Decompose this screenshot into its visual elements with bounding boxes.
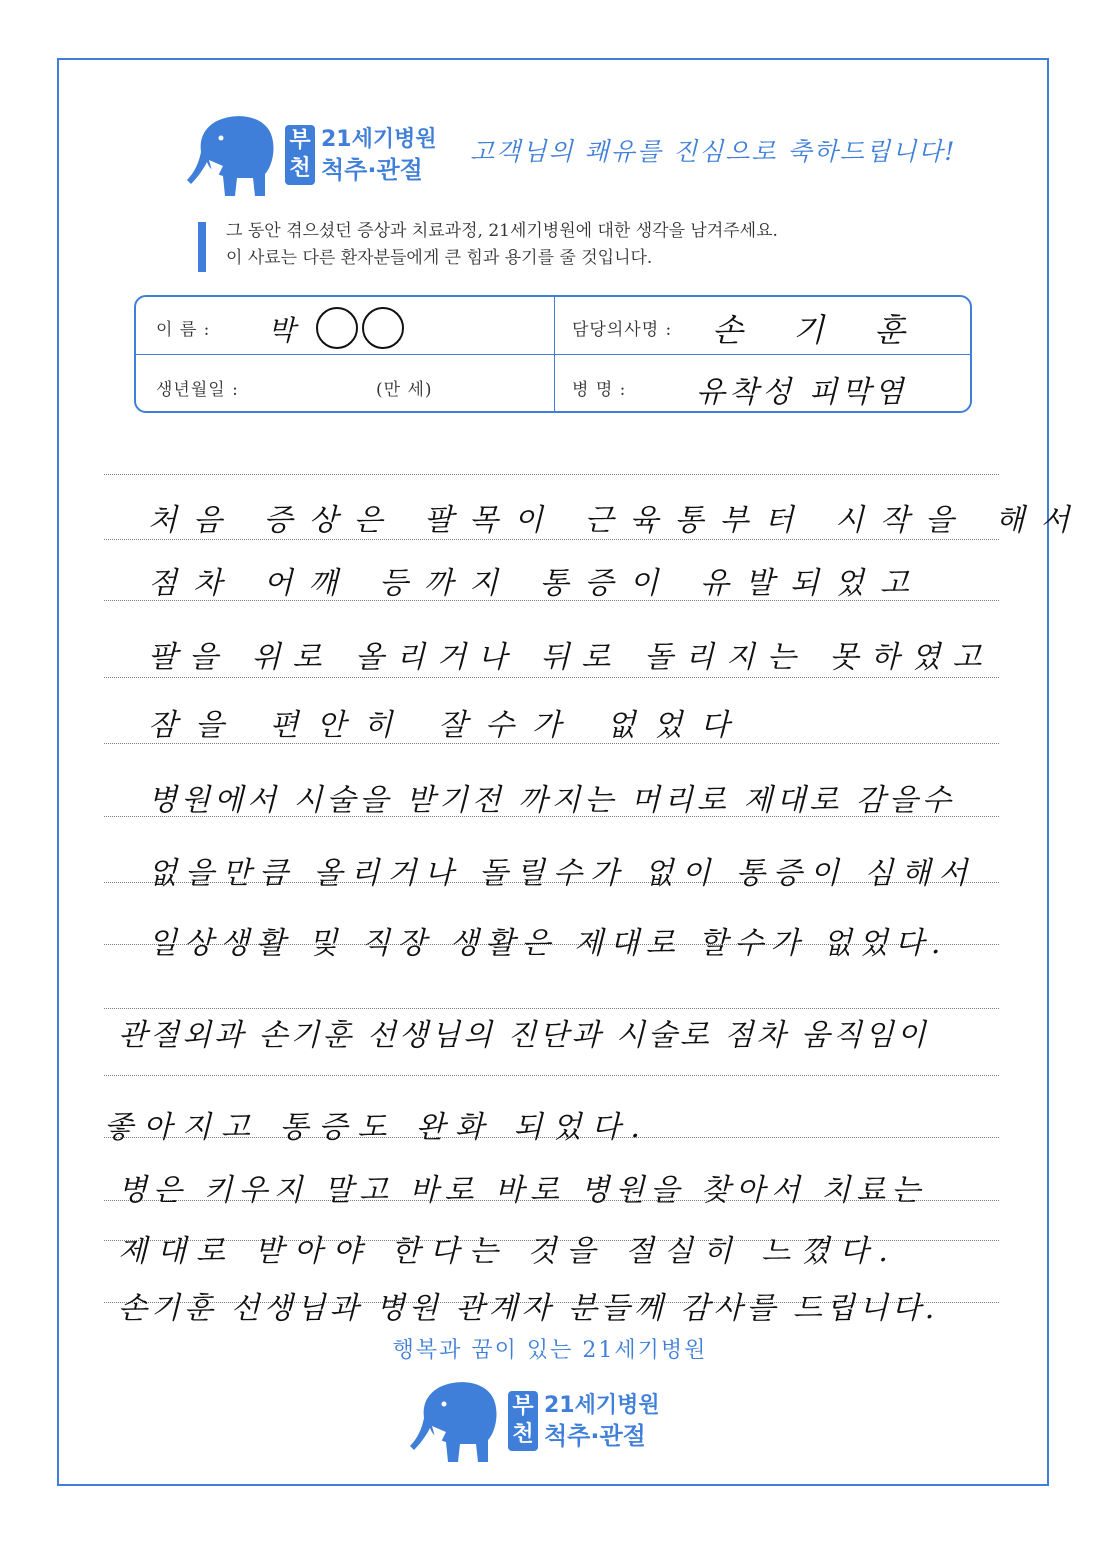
brand-name: 21세기병원 <box>321 127 437 152</box>
ruled-line <box>104 1008 999 1009</box>
intro-block <box>198 218 778 272</box>
ruled-line <box>104 474 999 475</box>
intro-accent-bar <box>198 222 206 272</box>
elephant-icon <box>185 112 277 198</box>
name-label: 이 름 : <box>156 320 211 340</box>
birth-label: 생년월일 : <box>156 380 239 400</box>
page-frame <box>57 58 1049 1486</box>
handwriting-line: 일상생활 및 직장 생활은 제대로 할수가 없었다. <box>148 926 948 961</box>
footer-hospital-logo <box>408 1378 660 1464</box>
elephant-icon <box>408 1378 500 1464</box>
ruled-line <box>104 539 999 540</box>
handwriting-line: 처음 증상은 팔목이 근육통부터 시작을 해서 <box>148 503 1086 538</box>
doctor-label: 담당의사명 : <box>572 320 673 340</box>
handwriting-line: 좋아지고 통증도 완화 되었다. <box>104 1110 650 1145</box>
header-slogan: 고객님의 쾌유를 진심으로 축하드립니다! <box>470 137 957 166</box>
disease-label: 병 명 : <box>572 380 627 400</box>
handwriting-line: 제대로 받아야 한다는 것을 절실히 느꼈다. <box>118 1234 898 1269</box>
patient-info-box <box>134 295 972 413</box>
redaction-circle <box>362 307 404 349</box>
intro-line-1: 그 동안 겪으셨던 증상과 치료과정, 21세기병원에 대한 생각을 남겨주세요. <box>226 221 778 241</box>
handwriting-line: 팔을 위로 올리거나 뒤로 돌리지는 못하였고 <box>148 640 994 675</box>
brand-specialty: 척추·관절 <box>544 1422 646 1450</box>
handwriting-line: 점차 어깨 등까지 통증이 유발되었고 <box>148 566 925 601</box>
intro-line-2: 이 사료는 다른 환자분들에게 큰 힘과 용기를 줄 것입니다. <box>226 248 653 268</box>
name-redaction <box>316 307 404 349</box>
ruled-line <box>104 677 999 678</box>
brand-specialty: 척추·관절 <box>321 156 423 184</box>
doctor-value: 손 기 훈 <box>712 311 926 349</box>
bucheon-badge: 부 천 <box>285 125 315 185</box>
handwriting-line: 관절외과 손기훈 선생님의 진단과 시술로 점차 움직임이 <box>118 1018 929 1053</box>
redaction-circle <box>316 307 358 349</box>
footer-slogan: 행복과 꿈이 있는 21세기병원 <box>392 1338 708 1363</box>
handwriting-line: 없을만큼 올리거나 돌릴수가 없이 통증이 심해서 <box>148 856 976 891</box>
name-value: 박 <box>268 314 296 347</box>
handwriting-line: 손기훈 선생님과 병원 관계자 분들께 감사를 드립니다. <box>118 1291 939 1326</box>
brand-name: 21세기병원 <box>544 1393 660 1418</box>
handwriting-line: 병은 키우지 말고 바로 바로 병원을 찾아서 치료는 <box>118 1173 927 1208</box>
age-text: (만 세) <box>376 380 433 400</box>
hospital-logo <box>185 112 437 198</box>
handwriting-line: 병원에서 시술을 받기전 까지는 머리로 제대로 감을수 <box>148 783 955 818</box>
bucheon-badge: 부 천 <box>508 1391 538 1451</box>
ruled-line <box>104 1075 999 1076</box>
handwriting-line: 잠을 편안히 잘수가 없었다 <box>148 708 748 743</box>
disease-value: 유착성 피막염 <box>696 375 908 410</box>
